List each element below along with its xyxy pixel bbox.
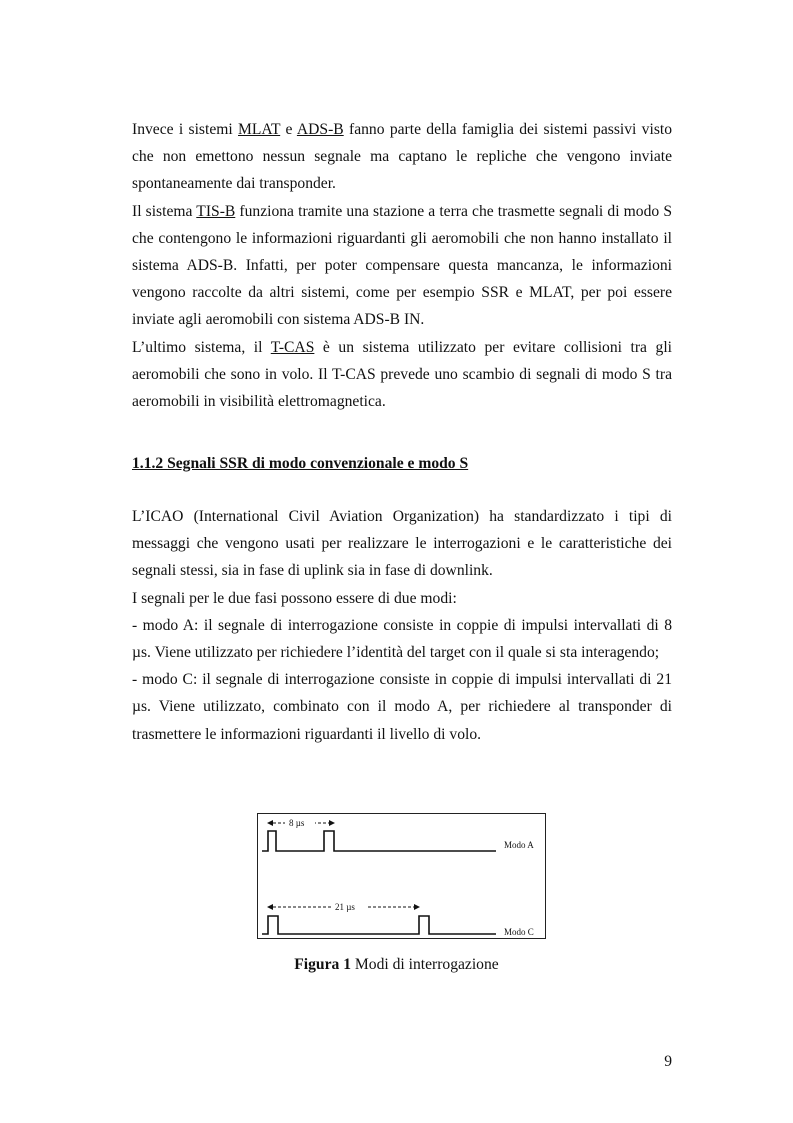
text-run: funziona tramite una stazione a terra che trasmette segnali di modo S che contengono le informazioni riguardanti gli aeromobili che non hanno installato il sistema ADS-B. Infatti, per poter compensare questa mancanza, le informazioni vengono raccolte da altri sistemi, come per esempio SSR e MLAT, per poi essere inviate agli aeromobili con sistema ADS-B IN.: [132, 202, 672, 329]
term-mlat: MLAT: [238, 121, 281, 138]
figure-caption: [0, 953, 793, 977]
interrogation-modes-figure: [257, 813, 546, 939]
mode-a-interval-label: 8 µs: [289, 818, 305, 828]
text-run: Il sistema: [132, 202, 197, 220]
paragraph-tis-b: [132, 198, 672, 334]
text-run: fanno parte della famiglia dei sistemi passivi visto che non emettono nessun segnale ma captano le repliche che vengono inviate spontaneamente dai transponder.: [132, 121, 673, 193]
pulse-diagram: [258, 814, 545, 938]
paragraph-mode-a: - modo A: il segnale di interrogazione consiste in coppie di impulsi intervallati di 8 µs. Viene utilizzato per richiedere l’identità del target con il quale si sta interagendo;: [132, 616, 672, 662]
figure-caption-label: Figura 1: [294, 956, 352, 973]
paragraph-icao: L’ICAO (International Civil Aviation Organization) ha standardizzato i tipi di messaggi che vengono usati per realizzare le interrogazioni e le caratteristiche dei segnali stessi, sia in fase di uplink sia in fase di downlink.: [132, 508, 672, 580]
paragraph-t-cas: [132, 334, 672, 416]
section-text-block: [132, 503, 672, 748]
term-tis-b: TIS-B: [196, 202, 236, 220]
term-ads-b: ADS-B: [296, 121, 344, 138]
paragraph-passive-systems: [132, 116, 672, 198]
mode-c-interval-label: 21 µs: [335, 902, 355, 912]
figure-caption-text: Modi di interrogazione: [351, 956, 499, 973]
page-number: 9: [664, 1053, 672, 1070]
text-run: è un sistema utilizzato per evitare collisioni tra gli aeromobili che sono in volo. Il T-CAS prevede uno scambio di segnali di modo S tra aeromobili in visibilità elettromagnetica.: [132, 338, 672, 411]
mode-a-pulses: [262, 831, 496, 851]
text-run: L’ultimo sistema, il: [132, 338, 271, 356]
text-run: e: [280, 121, 297, 138]
mode-c-pulses: [262, 916, 496, 934]
section-heading: 1.1.2 Segnali SSR di modo convenzionale e modo S: [132, 455, 469, 472]
term-t-cas: T-CAS: [270, 338, 315, 356]
mode-a-label: Modo A: [504, 840, 534, 850]
intro-text-block: [132, 116, 672, 415]
paragraph-mode-c: - modo C: il segnale di interrogazione consiste in coppie di impulsi intervallati di 21 µs. Viene utilizzato, combinato con il modo A, per richiedere al transponder di trasmettere le informazioni riguardanti il livello di volo.: [132, 671, 672, 743]
text-run: Invece i sistemi: [132, 121, 239, 138]
mode-c-label: Modo C: [504, 927, 534, 937]
mode-c-signal: [262, 901, 534, 937]
paragraph-two-modes: I segnali per le due fasi possono essere di due modi:: [132, 589, 457, 607]
mode-a-signal: [262, 817, 534, 851]
